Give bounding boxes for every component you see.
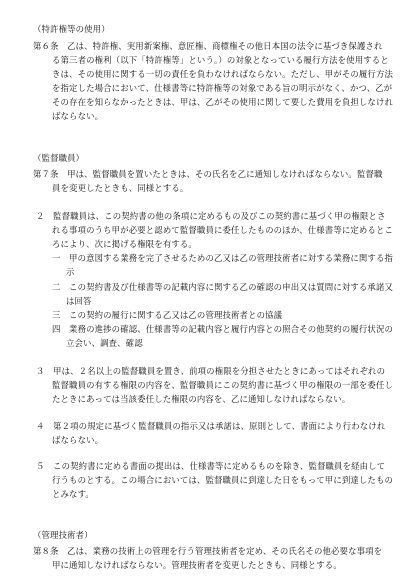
- article-6-line: 第６条 乙は、特許権、実用新案権、意匠権、商標権その他日本国の法令に基づき保護され: [33, 41, 383, 51]
- article-7-line: 員を変更したときも、同様とする。: [52, 183, 189, 193]
- list-item-2-cont: は回答: [66, 296, 92, 306]
- article-6-line: きは、その使用に関する一切の責任を負わなければならない。ただし、甲がその履行方法: [52, 69, 393, 79]
- list-item-4-cont: 立会い、調査、確認: [66, 338, 143, 348]
- list-item-4: 四 業務の進捗の確認、仕様書等の記載内容と履行内容との照合その他契約の履行状況の: [52, 324, 393, 334]
- paragraph-4-line: ばならない。: [52, 435, 104, 445]
- article-6-line: ばならない。: [52, 111, 104, 121]
- paragraph-2-line: ２ 監督職員は、この契約書の他の条項に定めるもの及びこの契約書に基づく甲の権限とさ: [36, 211, 386, 221]
- paragraph-4-line: ４ 第２項の規定に基づく監督職員の指示又は承諾は、原則として、書面により行わなけれ: [36, 421, 386, 431]
- paragraph-5-line: ５ この契約書に定める書面の提出は、仕様書等に定めるものを除き、監督職員を経由して: [36, 461, 386, 471]
- article-6-line: を指定した場合において、仕様書等に特許権等の対象である旨の明示がなく、かつ、乙が: [52, 83, 393, 93]
- list-item-1: 一 甲の意図する業務を完了させるための乙又は乙の管理技術者に対する業務に関する指: [52, 253, 393, 263]
- paragraph-5-line: 行うものとする。この場合においては、監督職員に到達した日をもって甲に到達したもの: [52, 475, 393, 485]
- paragraph-3-line: 監督職員の有する権限の内容を、監督職員にこの契約書に基づく甲の権限の一部を委任し: [52, 380, 393, 390]
- list-item-3: 三 この契約の履行に関する乙又は乙の管理技術者との協議: [52, 310, 283, 320]
- list-item-2: 二 この契約書及び仕様書等の記載内容に関する乙の確認の申出又は質問に対する承諾又: [52, 282, 393, 292]
- heading-article-7: （監督職員）: [33, 153, 85, 163]
- article-6-line: その存在を知らなかったときは、甲は、乙がその使用に関して要した費用を負担しなけれ: [52, 97, 393, 107]
- article-7-line: 第７条 甲は、監督職員を置いたときは、その氏名を乙に通知しなければならない。監督職: [33, 169, 383, 179]
- article-8-line: 第８条 乙は、業務の技術上の管理を行う管理技術者を定め、その氏名その他必要な事項を: [33, 546, 383, 556]
- paragraph-5-line: とみなす。: [52, 489, 94, 499]
- paragraph-2-line: れる事項のうち甲が必要と認めて監督職員に委任したもののほか、仕様書等に定めるとこ: [52, 225, 393, 235]
- paragraph-3-line: たときにあっては当該委任した権限の内容を、乙に通知しなければならない。: [52, 394, 351, 404]
- heading-article-6: （特許権等の使用）: [33, 24, 110, 34]
- list-item-1-cont: 示: [66, 267, 75, 277]
- article-6-line: る第三者の権利（以下「特許権等」という。）の対象となっている履行方法を使用すると: [52, 55, 389, 65]
- article-8-line: 甲に通知しなければならない。管理技術者を変更したときも、同様とする。: [52, 560, 342, 570]
- paragraph-3-line: ３ 甲は、２名以上の監督職員を置き、前項の権限を分担させたときにあってはそれぞれの: [36, 366, 386, 376]
- heading-article-8: （管理技術者）: [33, 530, 93, 540]
- paragraph-2-line: ろにより、次に掲げる権限を有する。: [52, 239, 197, 249]
